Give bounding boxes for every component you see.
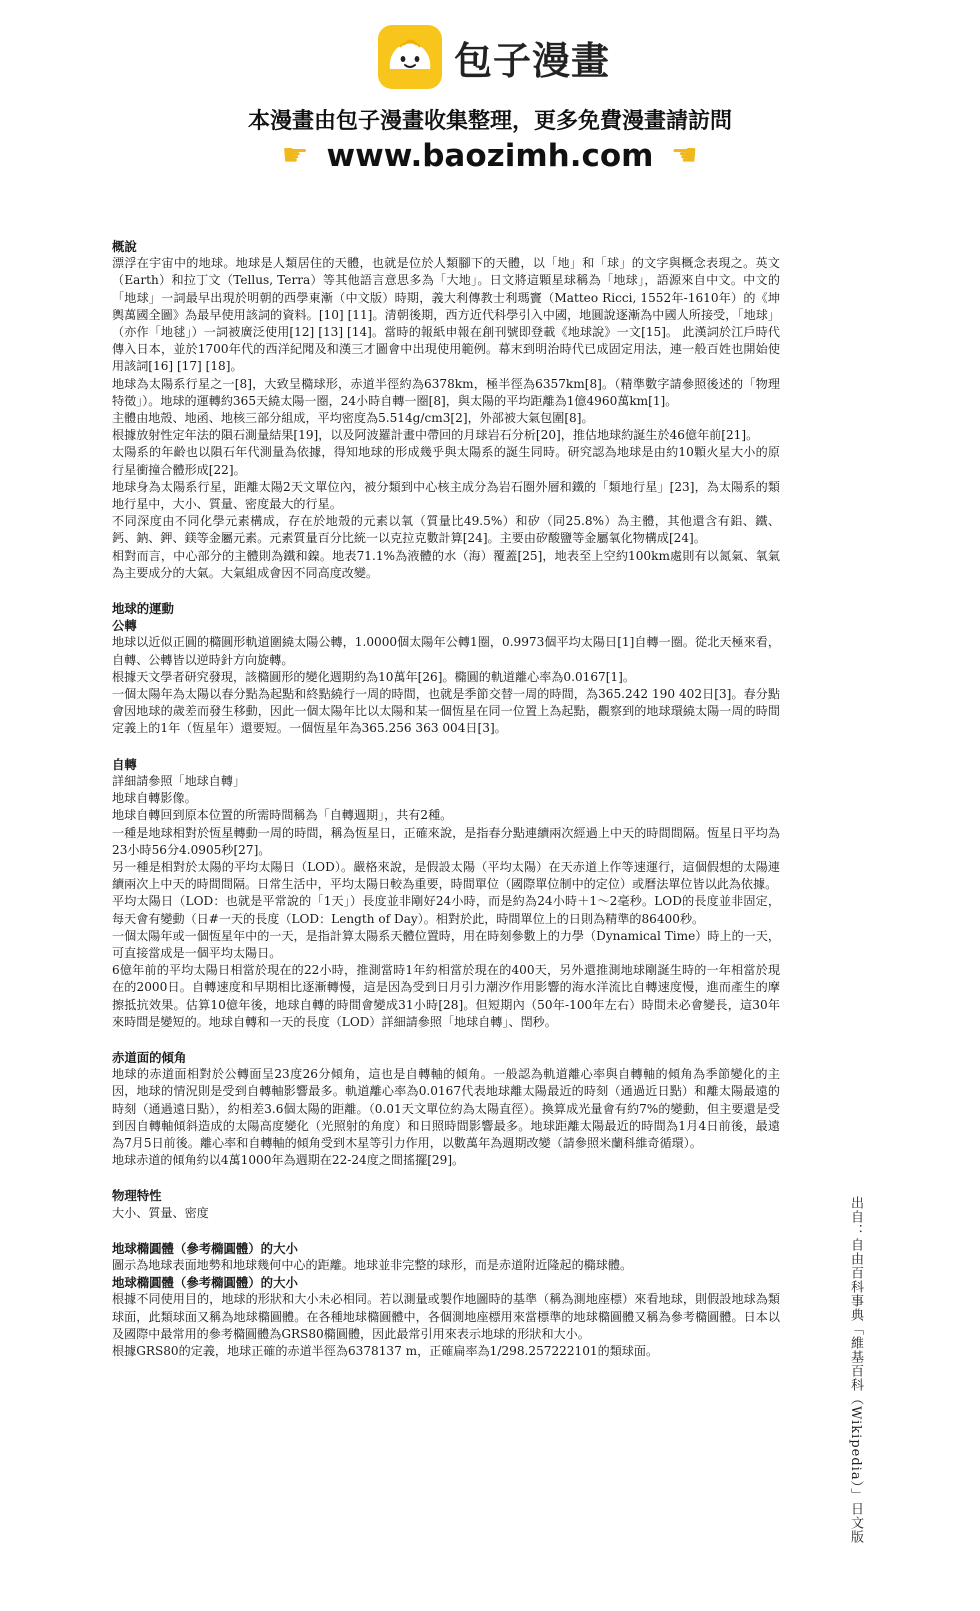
section-motion <box>112 600 780 738</box>
paragraph: 地球以近似正圓的橢圓形軌道圍繞太陽公轉，1.0000個太陽年公轉1圈，0.9973個平均太陽日[1]自轉一圈。從北天極來看，自轉、公轉皆以逆時針方向旋轉。 <box>112 635 780 667</box>
paragraph: 根據不同使用目的，地球的形狀和大小未必相同。若以測量或製作地圖時的基準（稱為測地座標）來看地球，則假設地球為類球面，此類球面又稱為地球橢圓體。在各種地球橢圓體中，各個測地座標用來當標準的地球橢圓體又稱為參考橢圓體。日本以及國際中最常用的參考橢圓體為GRS80橢圓體，因此最常引用來表示地球的形狀和大小。 <box>112 1292 780 1341</box>
paragraph: 圖示為地球表面地勢和地球幾何中心的距離。地球並非完整的球形，而是赤道附近隆起的橢球體。 <box>112 1257 633 1272</box>
bun-face-logo-icon <box>378 25 442 89</box>
subsection-heading: 公轉 <box>112 618 137 634</box>
paragraph: 地球赤道的傾角約以4萬1000年為週期在22-24度之間搖擺[29]。 <box>112 1153 465 1168</box>
pointing-left-hand-icon: ☛ <box>671 138 699 173</box>
paragraph: 太陽系的年齡也以隕石年代測量為依據，得知地球的形成幾乎與太陽系的誕生同時。研究認為地球是由約10顆火星大小的原行星衝撞合體形成[22]。 <box>112 445 780 477</box>
url-row <box>0 138 980 174</box>
paragraph: 地球的赤道面相對於公轉面呈23度26分傾角，這也是自轉軸的傾角。一般認為軌道離心率與自轉軸的傾角為季節變化的主因，地球的情況則是受到自轉軸影響最多。軌道離心率為0.0167代表地球離太陽最近的時刻（通過近日點）和離太陽最遠的時刻（通過遠日點），約相差3.6個太陽的距離。（0.01天文單位約為太陽直徑）。換算成光量會有約7%的變動，但主要還是受到因自轉軸傾斜造成的太陽高度變化（光照射的角度）和日照時間影響最多。地球距離太陽最近的時間為1月4日前後，最遠為7月5日前後。離心率和自轉軸的傾角受到木星等引力作用，以數萬年為週期改變（請參照米蘭科維奇循環）。 <box>112 1067 780 1150</box>
section-heading: 地球的運動 <box>112 601 174 617</box>
site-name: 包子漫畫 <box>454 38 611 83</box>
section-heading: 概說 <box>112 239 137 254</box>
paragraph: 一個太陽年為太陽以春分點為起點和終點繞行一周的時間，也就是季節交替一周的時間，為365.242 190 402日[3]。春分點會因地球的歲差而發生移動，因此一個太陽年比以太陽和某一個恆星在同一位置上為起點，觀察到的地球環繞太陽一周的時間定義上的1年（恆星年）還要短。一個恆星年為365.256 363 004日[3]。 <box>112 687 780 736</box>
paragraph: 不同深度由不同化學元素構成，存在於地殼的元素以氧（質量比49.5%）和矽（同25.8%）為主體，其他還含有鋁、鐵、鈣、鈉、鉀、鎂等金屬元素。元素質量百分比統一以克拉克數計算[24]。主要由矽酸鹽等金屬氧化物構成[24]。 <box>112 514 780 546</box>
section-heading: 物理特性 <box>112 1188 162 1204</box>
paragraph: 一種是地球相對於恆星轉動一周的時間，稱為恆星日，正確來說，是指春分點連續兩次經過上中天的時間間隔。恆星日平均為23小時56分4.0905秒[27]。 <box>112 825 780 857</box>
section-heading: 自轉 <box>112 756 137 772</box>
paragraph: 平均太陽日（LOD：也就是平常說的「1天」）長度並非剛好24小時，而是約為24小時＋1～2毫秒。LOD的長度並非固定，每天會有變動（日#一天的長度（LOD：Length of Day）。相對於此，時間單位上的日則為精準的86400秒。 <box>112 894 780 926</box>
pointing-right-hand-icon: ☛ <box>281 138 309 173</box>
paragraph: 主體由地殼、地函、地核三部分組成，平均密度為5.514g/cm3[2]，外部被大氣包圍[8]。 <box>112 411 594 426</box>
section-rotation <box>112 756 780 1031</box>
article-body <box>112 238 780 1360</box>
paragraph: 相對而言，中心部分的主體則為鐵和鎳。地表71.1%為液體的水（海）覆蓋[25]，地表至上空約100km處則有以氮氣、氧氣為主要成分的大氣。大氣組成會因不同高度改變。 <box>112 548 780 580</box>
site-logo[interactable] <box>378 24 610 90</box>
paragraph: 另一種是相對於太陽的平均太陽日（LOD）。嚴格來說，是假設太陽（平均太陽）在天赤道上作等速運行，這個假想的太陽連續兩次上中天的時間間隔。日常生活中，平均太陽日較為重要，時間單位（國際單位制中的定位）或曆法單位皆以此為依據。 <box>112 859 780 892</box>
site-url-link[interactable]: www.baozimh.com <box>326 138 654 174</box>
paragraph: 詳細請參照「地球自轉」 <box>112 773 246 788</box>
paragraph: 一個太陽年或一個恆星年中的一天，是指計算太陽系天體位置時，用在時刻參數上的力學（Dynamical Time）時上的一天，可直接當成是一個平均太陽日。 <box>112 928 780 960</box>
paragraph: 地球身為太陽系行星，距離太陽2天文單位內，被分類到中心核主成分為岩石圈外層和鐵的「類地行星」[23]，為太陽系的類地行星中，大小、質量、密度最大的行星。 <box>112 479 780 512</box>
paragraph: 根據放射性定年法的隕石測量結果[19]，以及阿波羅計畫中帶回的月球岩石分析[20]，推估地球約誕生於46億年前[21]。 <box>112 428 759 443</box>
source-note: 出自：自由百科事典「維基百科（Wikipedia）」日文版 <box>848 1196 863 1545</box>
paragraph: 大小、質量、密度 <box>112 1205 209 1220</box>
section-physical-properties <box>112 1187 780 1221</box>
section-overview <box>112 238 780 582</box>
section-heading: 地球橢圓體（參考橢圓體）的大小 <box>112 1240 298 1256</box>
paragraph: 地球為太陽系行星之一[8]，大致呈橢球形，赤道半徑約為6378km，極半徑為6357km[8]。（精準數字請參照後述的「物理特徵」）。地球的運轉約365天繞太陽一圈，24小時自轉一圈[8]，與太陽的平均距離為1億4960萬km[1]。 <box>112 376 780 408</box>
paragraph: 地球自轉影像。 <box>112 791 197 806</box>
site-banner <box>0 0 980 190</box>
paragraph: 6億年前的平均太陽日相當於現在的22小時，推測當時1年約相當於現在的400天，另外還推測地球剛誕生時的一年相當於現在的2000日。自轉速度和早期相比逐漸轉慢，這是因為受到日月引力潮汐作用影響的海水洋流比自轉速度慢，進而產生的摩擦抵抗效果。估算10億年後，地球自轉的時間會變成31小時[28]。但短期內（50年-100年左右）時間未必會變長，這30年來時間是變短的。地球自轉和一天的長度（LOD）詳細請參照「地球自轉」、閏秒。 <box>112 963 780 1029</box>
section-ellipsoid-size <box>112 1240 780 1360</box>
section-axial-tilt <box>112 1049 780 1169</box>
section-heading: 赤道面的傾角 <box>112 1049 187 1065</box>
paragraph: 根據天文學者研究發現，該橢圓形的變化週期約為10萬年[26]。橢圓的軌道離心率為0.0167[1]。 <box>112 669 635 684</box>
section-heading: 地球橢圓體（參考橢圓體）的大小 <box>112 1275 298 1291</box>
paragraph: 地球自轉回到原本位置的所需時間稱為「自轉週期」，共有2種。 <box>112 808 453 823</box>
paragraph: 根據GRS80的定義，地球正確的赤道半徑為6378137 m，正確扁率為1/298.257222101的類球面。 <box>112 1343 659 1358</box>
banner-tagline: 本漫畫由包子漫畫收集整理，更多免費漫畫請訪問 <box>247 109 732 134</box>
paragraph: 漂浮在宇宙中的地球。地球是人類居住的天體，也就是位於人類腳下的天體，以「地」和「球」的文字與概念表現之。英文（Earth）和拉丁文（Tellus, Terra）等其他語言意思多為「大地」。日文將這顆星球稱為「地球」，語源來自中文。中文的「地球」一詞最早出現於明朝的西學東漸（中文版）時期，義大利傳教士利瑪竇（Matteo Ricci, 1552年-1610年）的《坤輿萬國全圖》為最早使用該詞的資料。[10] [11]。清朝後期，西方近代科學引入中國，地圓說逐漸為中國人所接受，「地球」（亦作「地毬」）一詞被廣泛使用[12] [13] [14]。當時的報紙申報在創刊號即登載《地球說》一文[15]。 此漢詞於江戶時代傳入日本，並於1700年代的西洋紀聞及和漢三才圖會中出現使用範例。幕末到明治時代已成固定用法，連一般百姓也開始使用該詞[16] [17] [18]。 <box>112 256 780 374</box>
